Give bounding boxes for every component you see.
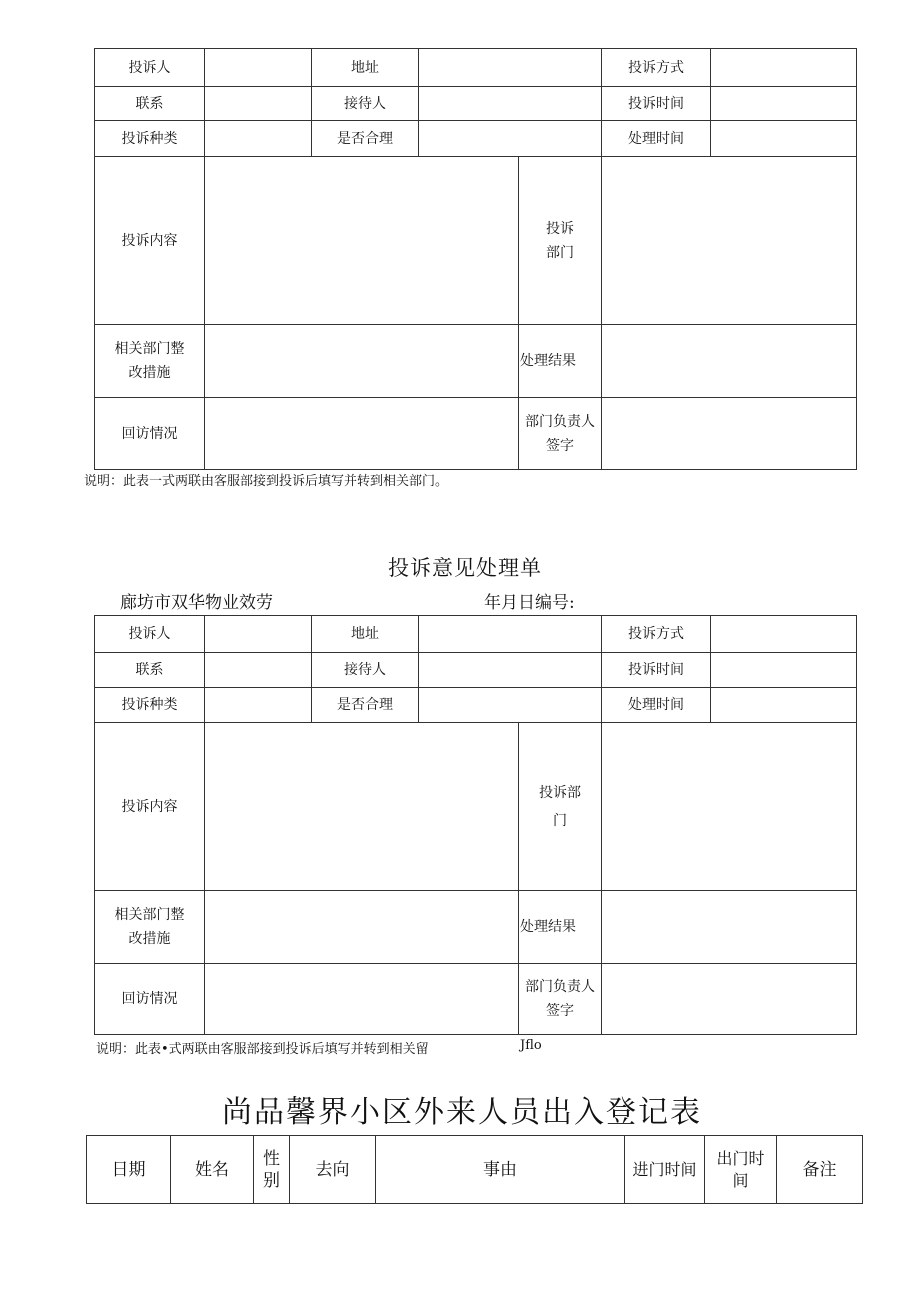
dept-line-1: 投诉部	[539, 784, 581, 801]
complaint-form-1	[94, 48, 857, 470]
field-complainant[interactable]	[205, 616, 312, 653]
visitor-register-table	[86, 1135, 863, 1204]
label-address: 地址	[312, 616, 419, 653]
field-result[interactable]	[602, 891, 857, 964]
field-handle-time[interactable]	[711, 688, 857, 723]
field-handle-time[interactable]	[711, 121, 857, 157]
company-name: 廊坊市双华物业效劳	[120, 593, 273, 613]
label-receptionist: 接待人	[312, 87, 419, 121]
label-complaint-method: 投诉方式	[602, 616, 711, 653]
label-address: 地址	[312, 49, 419, 87]
header-destination: 去向	[290, 1136, 376, 1204]
field-complaint-category[interactable]	[205, 121, 312, 157]
form2-note: 说明：此表•式两联由客服部接到投诉后填写并转到相关留	[96, 1042, 429, 1057]
sign-line-2: 签字	[546, 1003, 574, 1019]
label-dept-head-sign	[519, 398, 602, 470]
label-return-visit: 回访情况	[95, 964, 205, 1035]
sign-line-1: 部门负责人	[525, 413, 595, 430]
dept-line-2: 门	[553, 812, 567, 829]
label-complainant: 投诉人	[95, 616, 205, 653]
field-address[interactable]	[419, 616, 602, 653]
label-dept-head-sign	[519, 964, 602, 1035]
dept-line-2: 部门	[546, 244, 574, 261]
form2-title: 投诉意见处理单	[388, 556, 542, 580]
field-complaint-time[interactable]	[711, 653, 857, 688]
field-complaint-method[interactable]	[711, 49, 857, 87]
field-complaint-method[interactable]	[711, 616, 857, 653]
label-complaint-method: 投诉方式	[602, 49, 711, 87]
label-result: 处理结果	[519, 325, 602, 398]
label-result: 处理结果	[519, 891, 602, 964]
label-handle-time: 处理时间	[602, 688, 711, 723]
label-receptionist: 接待人	[312, 653, 419, 688]
field-dept-head-sign[interactable]	[602, 398, 857, 470]
field-rectification[interactable]	[205, 325, 519, 398]
label-complaint-dept	[519, 723, 602, 891]
field-complaint-time[interactable]	[711, 87, 857, 121]
label-contact: 联系	[95, 653, 205, 688]
field-address[interactable]	[419, 49, 602, 87]
field-return-visit[interactable]	[205, 964, 519, 1035]
label-contact: 联系	[95, 87, 205, 121]
dept-line-1: 投诉	[546, 220, 574, 237]
field-return-visit[interactable]	[205, 398, 519, 470]
field-reasonable[interactable]	[419, 121, 602, 157]
label-complaint-dept	[519, 157, 602, 325]
field-complaint-dept[interactable]	[602, 157, 857, 325]
field-reasonable[interactable]	[419, 688, 602, 723]
form2-note-tail: Jflo	[520, 1038, 542, 1053]
gender-line-1: 性	[263, 1148, 280, 1169]
rect-line-1: 相关部门整	[114, 341, 185, 357]
label-rectification	[95, 891, 205, 964]
header-date: 日期	[87, 1136, 171, 1204]
label-handle-time: 处理时间	[602, 121, 711, 157]
label-complaint-category: 投诉种类	[95, 121, 205, 157]
label-complaint-content: 投诉内容	[95, 723, 205, 891]
label-reasonable: 是否合理	[312, 121, 419, 157]
exit-line-2: 间	[732, 1170, 749, 1190]
header-reason: 事由	[376, 1136, 625, 1204]
form1-note: 说明：此表一式两联由客服部接到投诉后填写并转到相关部门。	[84, 474, 449, 489]
rect-line-1: 相关部门整	[114, 907, 185, 923]
complaint-form-2	[94, 615, 857, 1035]
label-complaint-time: 投诉时间	[602, 653, 711, 688]
rect-line-2: 改措施	[128, 931, 171, 947]
label-complaint-category: 投诉种类	[95, 688, 205, 723]
label-complaint-time: 投诉时间	[602, 87, 711, 121]
date-number: 年月日编号:	[484, 593, 575, 613]
sign-line-1: 部门负责人	[525, 979, 595, 995]
field-dept-head-sign[interactable]	[602, 964, 857, 1035]
gender-line-2: 别	[263, 1170, 280, 1191]
header-remarks: 备注	[777, 1136, 863, 1204]
exit-line-1: 出门时	[716, 1148, 765, 1168]
label-return-visit: 回访情况	[95, 398, 205, 470]
field-complaint-content[interactable]	[205, 723, 519, 891]
label-reasonable: 是否合理	[312, 688, 419, 723]
field-complaint-category[interactable]	[205, 688, 312, 723]
header-name: 姓名	[171, 1136, 254, 1204]
header-exit-time	[705, 1136, 777, 1204]
field-contact[interactable]	[205, 653, 312, 688]
field-rectification[interactable]	[205, 891, 519, 964]
label-complaint-content: 投诉内容	[95, 157, 205, 325]
header-gender	[254, 1136, 290, 1204]
label-complainant: 投诉人	[95, 49, 205, 87]
field-complaint-dept[interactable]	[602, 723, 857, 891]
header-entry-time: 进门时间	[625, 1136, 705, 1204]
label-rectification	[95, 325, 205, 398]
field-complaint-content[interactable]	[205, 157, 519, 325]
field-result[interactable]	[602, 325, 857, 398]
sign-line-2: 签字	[546, 437, 574, 454]
field-receptionist[interactable]	[419, 87, 602, 121]
field-complainant[interactable]	[205, 49, 312, 87]
field-receptionist[interactable]	[419, 653, 602, 688]
register-title: 尚品馨界小区外来人员出入登记表	[222, 1095, 702, 1130]
rect-line-2: 改措施	[128, 365, 171, 381]
field-contact[interactable]	[205, 87, 312, 121]
